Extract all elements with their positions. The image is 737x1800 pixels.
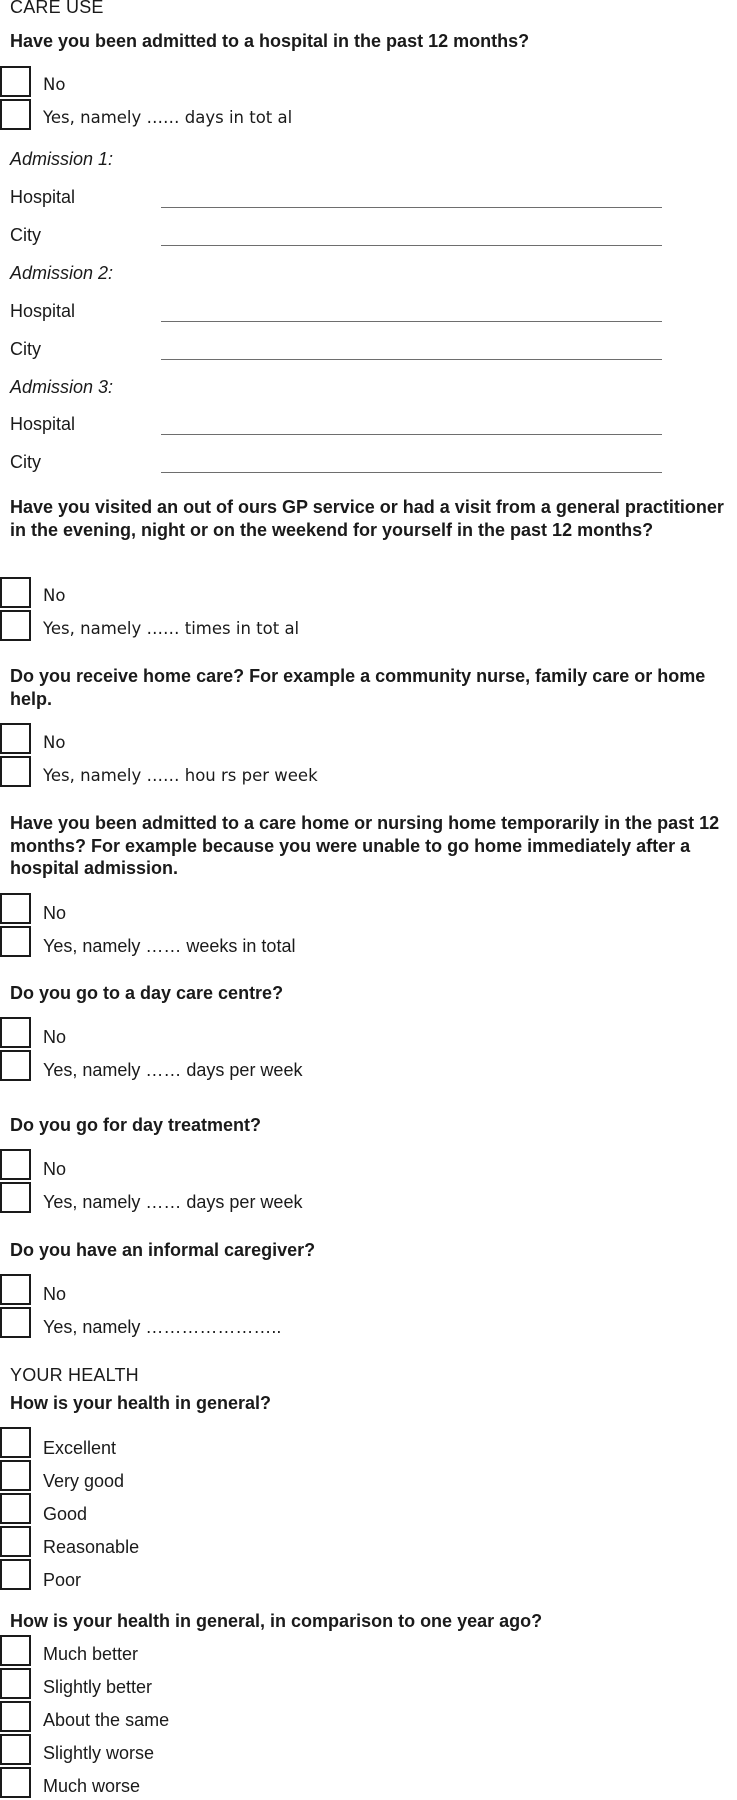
admission-3-label: Admission 3: — [10, 377, 114, 397]
option-label-compare-slightly-worse: Slightly worse — [43, 1743, 155, 1763]
checkbox-gp-no[interactable] — [0, 577, 31, 608]
option-label-gp-no: No — [43, 586, 66, 605]
option-label-hospital-no: No — [43, 75, 66, 94]
admission-1-city-label: City — [10, 225, 41, 245]
checkbox-daytreatment-yes[interactable] — [0, 1182, 31, 1213]
checkbox-compare-slightly-better[interactable] — [0, 1668, 31, 1699]
checkbox-caregiver-no[interactable] — [0, 1274, 31, 1305]
option-label-hospital-yes: Yes, namely …… days in tot al — [43, 108, 293, 127]
admission-3-hospital-label: Hospital — [10, 414, 76, 434]
option-label-health-very-good: Very good — [43, 1471, 125, 1491]
admission-1-hospital-label: Hospital — [10, 187, 76, 207]
checkbox-health-excellent[interactable] — [0, 1427, 31, 1458]
question-hospital-admission: Have you been admitted to a hospital in the past 12 months? — [10, 31, 530, 51]
checkbox-carehome-no[interactable] — [0, 893, 31, 924]
section-heading-care-use: CARE USE — [10, 0, 104, 17]
option-label-compare-about-same: About the same — [43, 1710, 170, 1730]
option-label-carehome-no: No — [43, 903, 67, 923]
checkbox-compare-much-worse[interactable] — [0, 1767, 31, 1798]
checkbox-homecare-yes[interactable] — [0, 756, 31, 787]
option-label-health-poor: Poor — [43, 1570, 82, 1590]
question-home-care: Do you receive home care? For example a community nurse, family care or home help. — [10, 666, 706, 709]
checkbox-homecare-no[interactable] — [0, 723, 31, 754]
question-health-general: How is your health in general? — [10, 1393, 272, 1413]
option-label-gp-yes: Yes, namely …… times in tot al — [43, 619, 300, 638]
section-heading-your-health: YOUR HEALTH — [10, 1365, 139, 1385]
checkbox-health-poor[interactable] — [0, 1559, 31, 1590]
option-label-compare-slightly-better: Slightly better — [43, 1677, 153, 1697]
question-health-comparison: How is your health in general, in comparison to one year ago? — [10, 1611, 543, 1631]
question-day-treatment: Do you go for day treatment? — [10, 1115, 262, 1135]
checkbox-gp-yes[interactable] — [0, 610, 31, 641]
question-gp-service: Have you visited an out of ours GP service or had a visit from a general practitioner in the evening, night or on the weekend for yourself in the past 12 months? — [10, 497, 724, 540]
checkbox-compare-about-same[interactable] — [0, 1701, 31, 1732]
question-day-care-centre: Do you go to a day care centre? — [10, 983, 284, 1003]
option-label-health-excellent: Excellent — [43, 1438, 117, 1458]
checkbox-caregiver-yes[interactable] — [0, 1307, 31, 1338]
admission-1-hospital-input-line[interactable] — [161, 207, 662, 208]
checkbox-hospital-yes[interactable] — [0, 99, 31, 130]
option-label-daytreatment-yes: Yes, namely …… days per week — [43, 1192, 303, 1212]
option-label-homecare-yes: Yes, namely …… hou rs per week — [43, 766, 318, 785]
admission-2-city-input-line[interactable] — [161, 359, 662, 360]
checkbox-health-very-good[interactable] — [0, 1460, 31, 1491]
option-label-carehome-yes: Yes, namely …… weeks in total — [43, 936, 296, 956]
option-label-compare-much-better: Much better — [43, 1644, 139, 1664]
admission-2-city-label: City — [10, 339, 41, 359]
question-care-home: Have you been admitted to a care home or nursing home temporarily in the past 12 months? For example because you were unable to go home immediately after a hospital admission. — [10, 813, 720, 878]
admission-2-hospital-label: Hospital — [10, 301, 76, 321]
option-label-homecare-no: No — [43, 733, 66, 752]
admission-3-hospital-input-line[interactable] — [161, 434, 662, 435]
admission-2-label: Admission 2: — [10, 263, 114, 283]
checkbox-carehome-yes[interactable] — [0, 926, 31, 957]
option-label-health-good: Good — [43, 1504, 88, 1524]
option-label-daycare-no: No — [43, 1027, 67, 1047]
admission-1-city-input-line[interactable] — [161, 245, 662, 246]
option-label-caregiver-yes: Yes, namely ………………….. — [43, 1317, 282, 1337]
option-label-compare-much-worse: Much worse — [43, 1776, 141, 1796]
checkbox-daycare-no[interactable] — [0, 1017, 31, 1048]
question-informal-caregiver: Do you have an informal caregiver? — [10, 1240, 316, 1260]
option-label-health-reasonable: Reasonable — [43, 1537, 140, 1557]
option-label-daytreatment-no: No — [43, 1159, 67, 1179]
checkbox-daycare-yes[interactable] — [0, 1050, 31, 1081]
checkbox-compare-much-better[interactable] — [0, 1635, 31, 1666]
option-label-daycare-yes: Yes, namely …… days per week — [43, 1060, 303, 1080]
admission-3-city-label: City — [10, 452, 41, 472]
checkbox-compare-slightly-worse[interactable] — [0, 1734, 31, 1765]
checkbox-health-good[interactable] — [0, 1493, 31, 1524]
admission-2-hospital-input-line[interactable] — [161, 321, 662, 322]
option-label-caregiver-no: No — [43, 1284, 67, 1304]
checkbox-daytreatment-no[interactable] — [0, 1149, 31, 1180]
admission-3-city-input-line[interactable] — [161, 472, 662, 473]
checkbox-health-reasonable[interactable] — [0, 1526, 31, 1557]
admission-1-label: Admission 1: — [10, 149, 114, 169]
checkbox-hospital-no[interactable] — [0, 66, 31, 97]
